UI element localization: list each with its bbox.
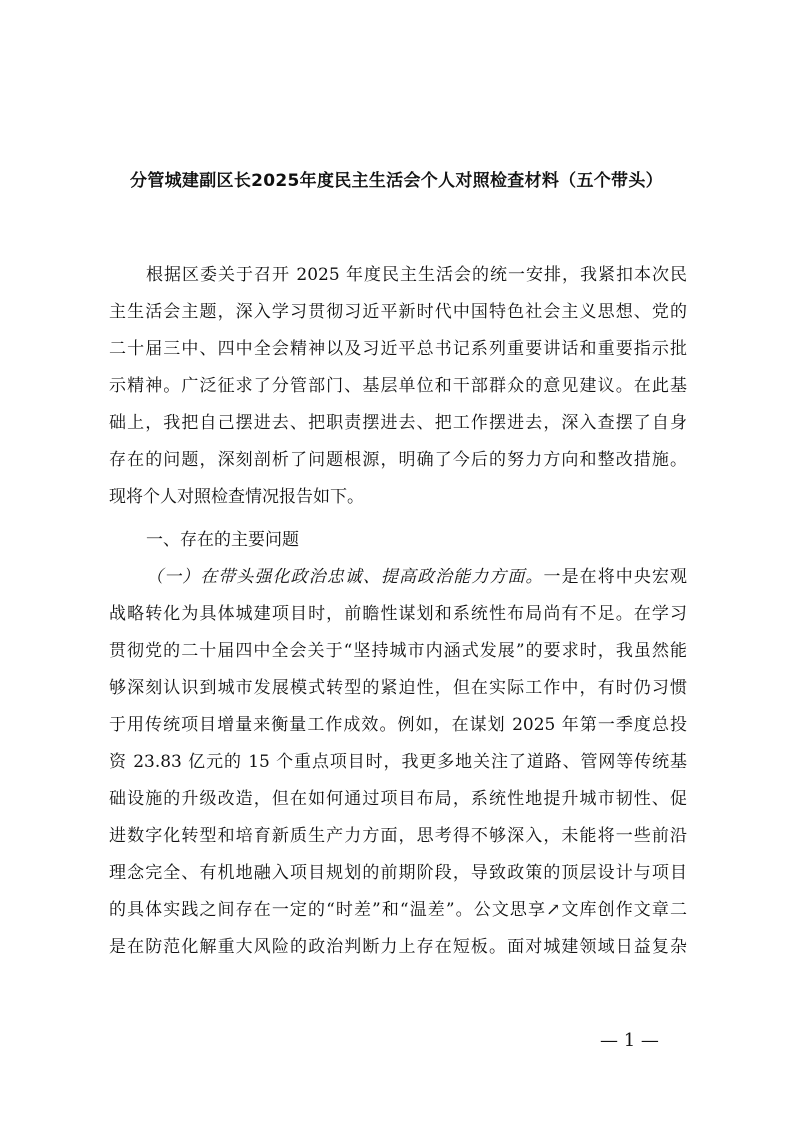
paragraph-line: 根据区委关于召开 2025 年度民主生活会的统一安排，我紧扣本次民: [146, 265, 687, 285]
paragraph-line: 是在防范化解重大风险的政治判断力上存在短板。面对城建领域日益复杂: [109, 937, 687, 957]
paragraph-line: 够深刻认识到城市发展模式转型的紧迫性，但在实际工作中，有时仍习惯: [109, 678, 687, 698]
paragraph-line: 进数字化转型和培育新质生产力方面，思考得不够深入，未能将一些前沿: [109, 826, 687, 846]
document-title: 分管城建副区长2025年度民主生活会个人对照检查材料（五个带头）: [130, 171, 663, 191]
paragraph-line: 资 23.83 亿元的 15 个重点项目时，我更多地关注了道路、管网等传统基: [109, 752, 687, 772]
paragraph-line: 主生活会主题，深入学习贯彻习近平新时代中国特色社会主义思想、党的: [109, 302, 687, 322]
paragraph-line: [146, 560, 687, 594]
page-number: — 1 —: [600, 1030, 659, 1051]
paragraph-line: 贯彻党的二十届四中全会关于“坚持城市内涵式发展”的要求时，我虽然能: [109, 641, 687, 661]
paragraph-line: 础上，我把自己摆进去、把职责摆进去、把工作摆进去，深入查摆了自身: [109, 413, 687, 433]
paragraph-text: 一是在将中央宏观: [543, 567, 688, 587]
paragraph-line: 理念完全、有机地融入项目规划的前期阶段，导致政策的顶层设计与项目: [109, 863, 687, 883]
section-heading: 一、存在的主要问题: [146, 530, 299, 550]
paragraph-line: 现将个人对照检查情况报告如下。: [109, 487, 364, 507]
paragraph-line: 存在的问题，深刻剖析了问题根源，明确了今后的努力方向和整改措施。: [109, 450, 687, 470]
paragraph-line: 二十届三中、四中全会精神以及习近平总书记系列重要讲话和重要指示批: [109, 339, 687, 359]
paragraph-line: 示精神。广泛征求了分管部门、基层单位和干部群众的意见建议。在此基: [109, 376, 687, 396]
paragraph-line: 于用传统项目增量来衡量工作成效。例如，在谋划 2025 年第一季度总投: [109, 715, 687, 735]
paragraph-line: 的具体实践之间存在一定的“时差”和“温差”。公文思享↗文库创作文章二: [109, 900, 687, 920]
paragraph-line: 战略转化为具体城建项目时，前瞻性谋划和系统性布局尚有不足。在学习: [109, 604, 687, 624]
paragraph-line: 础设施的升级改造，但在如何通过项目布局，系统性地提升城市韧性、促: [109, 789, 687, 809]
subsection-heading: （一）在带头强化政治忠诚、提高政治能力方面。: [146, 567, 544, 587]
